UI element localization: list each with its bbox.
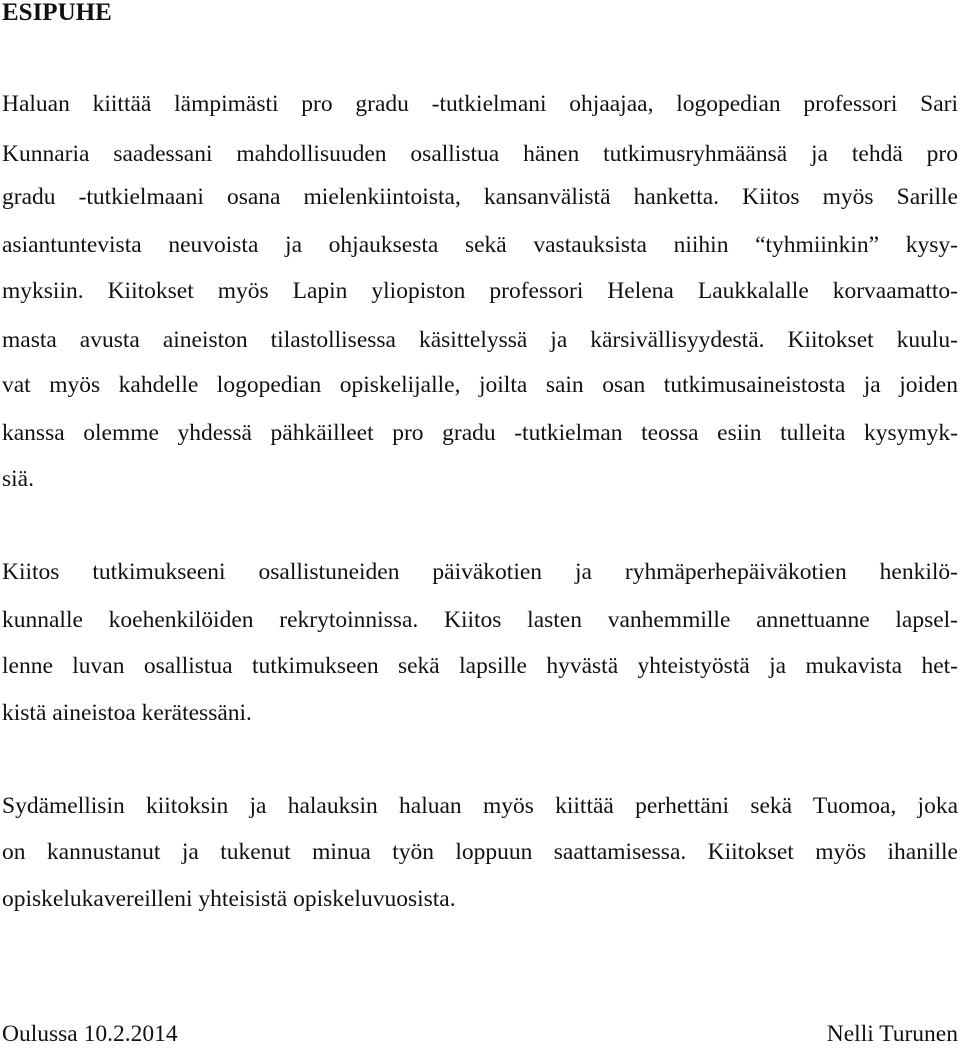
text-line: siä. xyxy=(2,466,34,492)
text-line: masta avusta aineiston tilastollisessa käsittelyssä ja kärsivällisyydestä. Kiitokset kuulu- xyxy=(2,327,958,353)
text-line: kistä aineistoa kerätessäni. xyxy=(2,700,252,726)
text-line: Haluan kiittää lämpimästi pro gradu -tutkielmani ohjaajaa, logopedian professori Sari xyxy=(2,91,958,117)
text-line: kanssa olemme yhdessä pähkäilleet pro gradu -tutkielman teossa esiin tulleita kysymyk- xyxy=(2,420,958,446)
text-line: vat myös kahdelle logopedian opiskelijalle, joilta sain osan tutkimusaineistosta ja joiden xyxy=(2,372,958,398)
author-name: Nelli Turunen xyxy=(826,1021,958,1047)
text-line: opiskelukavereilleni yhteisistä opiskeluvuosista. xyxy=(2,886,456,912)
text-line: myksiin. Kiitokset myös Lapin yliopiston professori Helena Laukkalalle korvaamatto- xyxy=(2,278,958,304)
text-line: lenne luvan osallistua tutkimukseen sekä lapsille hyvästä yhteistyöstä ja mukavista het- xyxy=(2,653,958,679)
page-title: ESIPUHE xyxy=(2,0,112,26)
text-line: kunnalle koehenkilöiden rekrytoinnissa. Kiitos lasten vanhemmille annettuanne lapsel- xyxy=(2,607,958,633)
place-date: Oulussa 10.2.2014 xyxy=(2,1021,178,1047)
text-line: asiantuntevista neuvoista ja ohjauksesta sekä vastauksista niihin “tyhmiinkin” kysy- xyxy=(2,232,958,258)
text-line: Sydämellisin kiitoksin ja halauksin haluan myös kiittää perhettäni sekä Tuomoa, joka xyxy=(2,793,958,819)
text-line: gradu -tutkielmaani osana mielenkiintoista, kansanvälistä hanketta. Kiitos myös Sarille xyxy=(2,184,958,210)
text-line: Kiitos tutkimukseeni osallistuneiden päiväkotien ja ryhmäperhepäiväkotien henkilö- xyxy=(2,559,958,585)
text-line: on kannustanut ja tukenut minua työn loppuun saattamisessa. Kiitokset myös ihanille xyxy=(2,839,958,865)
text-line: Kunnaria saadessani mahdollisuuden osallistua hänen tutkimusryhmäänsä ja tehdä pro xyxy=(2,141,958,167)
